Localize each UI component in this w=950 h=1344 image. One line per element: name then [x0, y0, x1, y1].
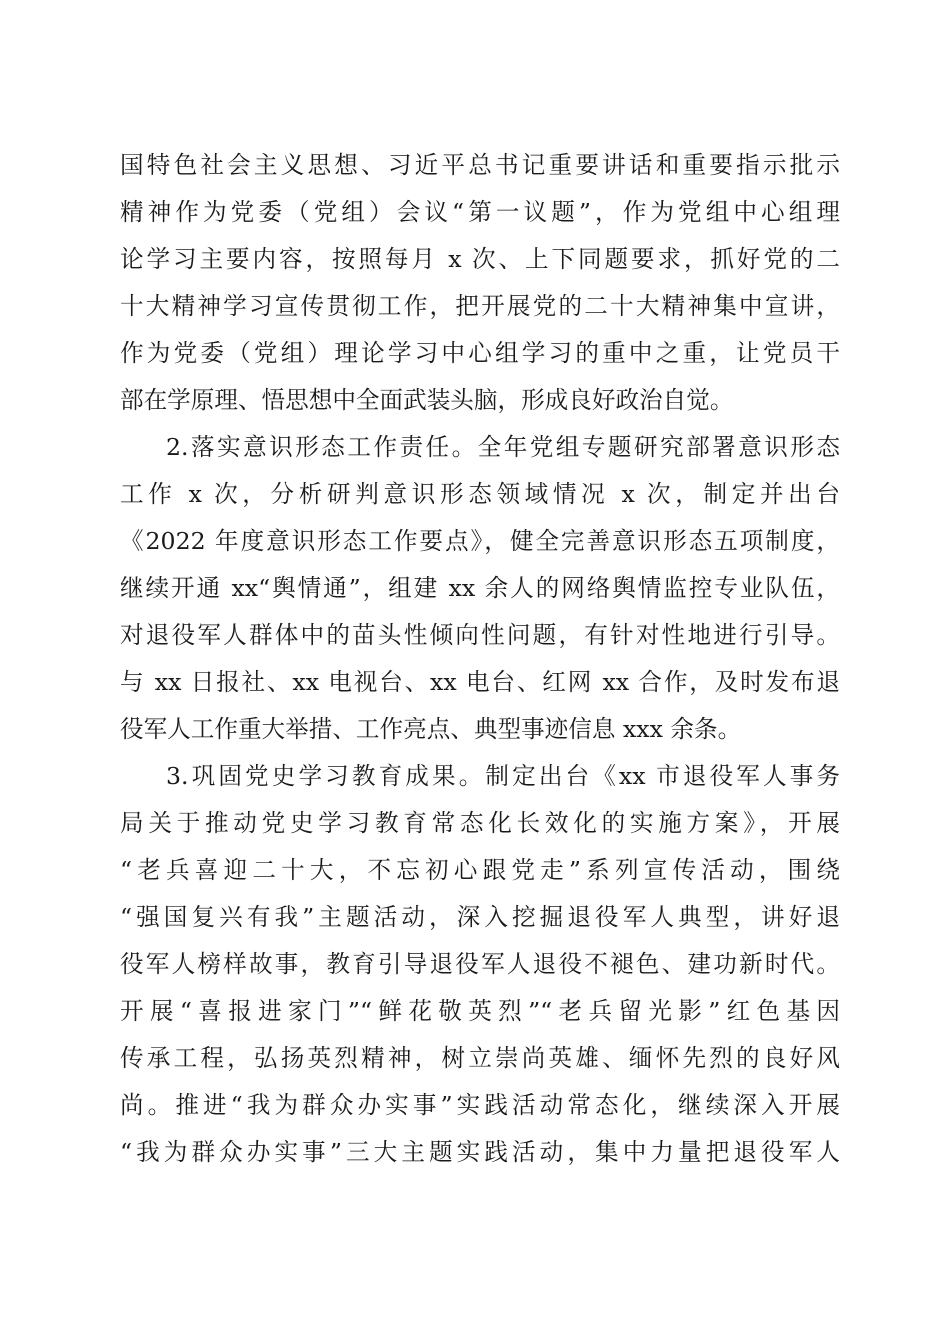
paragraph-heading-line: 3.巩固党史学习教育成果。制定出台《xx 市退役军人事务 — [166, 762, 840, 790]
text-line: 部在学原理、悟思想中全面武装头脑，形成良好政治自觉。 — [120, 386, 734, 414]
text-line: 《2022 年度意识形态工作要点》，健全完善意识形态五项制度， — [120, 527, 840, 555]
paragraph-continued-theory-study — [120, 142, 840, 424]
text-line: 传承工程，弘扬英烈精神，树立崇尚英雄、缅怀先烈的良好风 — [120, 1044, 840, 1072]
text-line: 国特色社会主义思想、习近平总书记重要讲话和重要指示批示 — [120, 151, 840, 179]
document-body — [120, 142, 840, 1176]
text-line: 尚。推进“我为群众办实事”实践活动常态化，继续深入开展 — [120, 1091, 840, 1119]
paragraph-heading-line: 2.落实意识形态工作责任。全年党组专题研究部署意识形态 — [166, 433, 840, 461]
text-line: 论学习主要内容，按照每月 x 次、上下同题要求，抓好党的二 — [120, 245, 840, 273]
text-line: 工作 x 次，分析研判意识形态领域情况 x 次，制定并出台 — [120, 480, 840, 508]
text-line: 作为党委（党组）理论学习中心组学习的重中之重，让党员干 — [120, 339, 840, 367]
text-line: 役军人榜样故事，教育引导退役军人退役不褪色、建功新时代。 — [120, 950, 840, 978]
text-line: “强国复兴有我”主题活动，深入挖掘退役军人典型，讲好退 — [120, 903, 840, 931]
text-line: 继续开通 xx“舆情通”，组建 xx 余人的网络舆情监控专业队伍， — [120, 574, 840, 602]
text-line: 对退役军人群体中的苗头性倾向性问题，有针对性地进行引导。 — [120, 621, 840, 649]
text-line: “我为群众办实事”三大主题实践活动，集中力量把退役军人 — [120, 1138, 840, 1166]
text-line: 开展“喜报进家门”“鲜花敬英烈”“老兵留光影”红色基因 — [120, 997, 840, 1025]
paragraph-ideology-responsibility — [120, 424, 840, 753]
text-line: 役军人工作重大举措、工作亮点、典型事迹信息 xxx 余条。 — [120, 715, 742, 743]
text-line: 局关于推动党史学习教育常态化长效化的实施方案》，开展 — [120, 809, 840, 837]
text-line: 与 xx 日报社、xx 电视台、xx 电台、红网 xx 合作，及时发布退 — [120, 668, 840, 696]
text-line: 精神作为党委（党组）会议“第一议题”，作为党组中心组理 — [120, 198, 840, 226]
text-line: 十大精神学习宣传贯彻工作，把开展党的二十大精神集中宣讲， — [120, 292, 840, 320]
text-line: “老兵喜迎二十大，不忘初心跟党走”系列宣传活动，围绕 — [120, 856, 840, 884]
paragraph-party-history-education — [120, 753, 840, 1176]
